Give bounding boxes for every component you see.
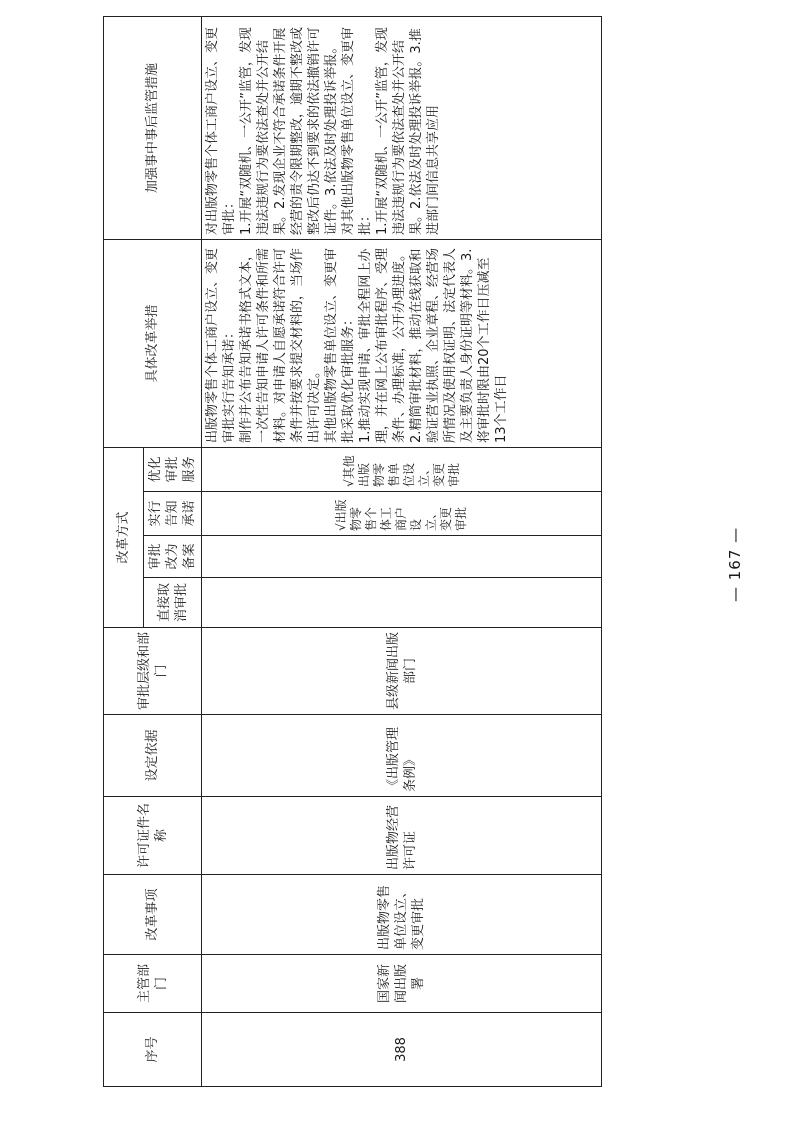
header-mode-notify: 实行告知承诺: [144, 492, 202, 536]
cell-dept: 国家新闻出版署: [202, 955, 602, 1013]
cell-level: 县级新闻出版部门: [202, 628, 602, 715]
header-mode: 改革方式: [104, 448, 144, 628]
cell-mode-filing: [202, 536, 602, 578]
cell-item: 出版物零售单位设立、变更审批: [202, 875, 602, 955]
header-item: 改革事项: [104, 875, 202, 955]
header-mode-filing: 审批改为备案: [144, 536, 202, 578]
header-basis: 设定依据: [104, 715, 202, 797]
header-seq: 序号: [104, 1013, 202, 1087]
header-license: 许可证件名称: [104, 797, 202, 875]
cell-license: 出版物经营许可证: [202, 797, 602, 875]
cell-basis: 《出版管理条例》: [202, 715, 602, 797]
header-mode-cancel: 直接取消审批: [144, 578, 202, 628]
reform-table: [103, 16, 602, 1087]
cell-mode-optimize: √其他出版物零售单位设立、变更审批: [202, 448, 602, 492]
cell-supervision: 对出版物零售个体工商户设立、变更审批： 1.开展“双随机、一公开”监管，发现违法违规行为要依法查处并公开结果。2.发现企业不符合承诺条件开展经营的责令限期整改，逾期不整改或整改后仍达不到要求的依法撤销许可证件。3.依法及时处理投诉举报。 对其他出版物零售单位设立、变更审批： 1.开展“双随机、一公开”监管，发现违法违规行为要依法查处并公开结果。2.依法及时处理投诉举报。3.推进部门间信息共享应用: [202, 17, 602, 240]
cell-measures: 出版物零售个体工商户设立、变更审批实行告知承诺： 制作并公布告知承诺书格式文本，一次性告知申请人许可条件和所需材料。对申请人自愿承诺符合许可条件并按要求提交材料的，当场作出许可决定。 其他出版物零售单位设立、变更审批采取优化审批服务： 1.推动实现申请、审批全程网上办理，并在网上公布审批程序、受理条件、办理标准，公开办理进度。2.精简审批材料，推动在线获取和验证营业执照、企业章程、经营场所情况及使用权证明、法定代表人及主要负责人身份证明等材料。3.将审批时限由20个工作日压减至13个工作日: [202, 240, 602, 448]
cell-mode-cancel: [202, 578, 602, 628]
cell-seq: 388: [202, 1013, 602, 1087]
header-measures: 具体改革举措: [104, 240, 202, 448]
header-dept: 主管部门: [104, 955, 202, 1013]
header-supervision: 加强事中事后监管措施: [104, 17, 202, 240]
header-mode-optimize: 优化审批服务: [144, 448, 202, 492]
header-level: 审批层级和部门: [104, 628, 202, 715]
cell-mode-notify: √出版物零售个体工商户设立、变更审批: [202, 492, 602, 536]
page-number: — 167 —: [726, 526, 744, 602]
